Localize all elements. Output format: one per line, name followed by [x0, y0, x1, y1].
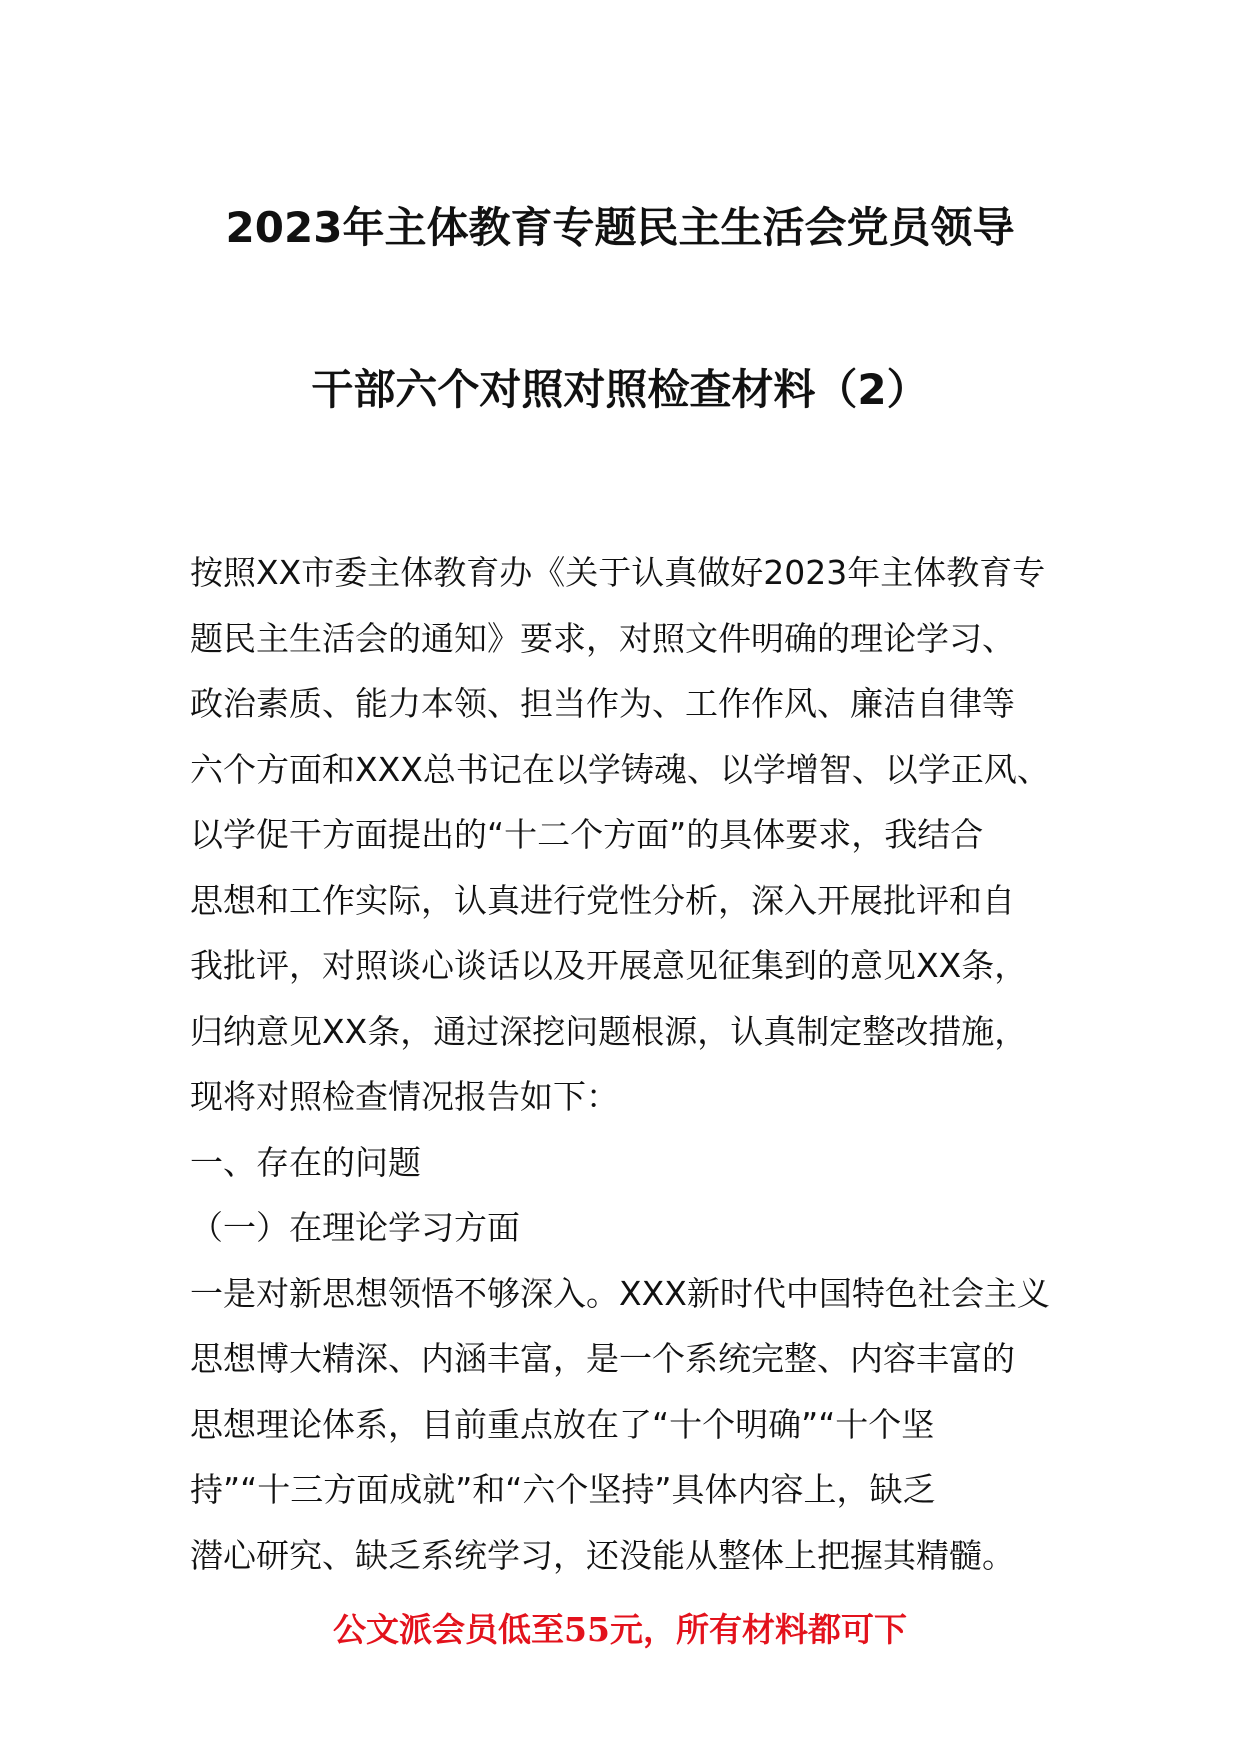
body-line: 题民主生活会的通知》要求，对照文件明确的理论学习、 [190, 618, 1015, 658]
subsection-heading: （一）在理论学习方面 [190, 1208, 520, 1247]
document-title-line-1: 2023年主体教育专题民主生活会党员领导 [225, 203, 1015, 252]
section-heading: 一、存在的问题 [190, 1142, 421, 1182]
body-line: 潜心研究、缺乏系统学习，还没能从整体上把握其精髓。 [190, 1535, 1015, 1575]
body-line: 我批评，对照谈心谈话以及开展意见征集到的意见XX条， [190, 946, 1028, 985]
document-title-line-2: 干部六个对照对照检查材料（2） [311, 365, 929, 414]
body-line: 六个方面和XXX总书记在以学铸魂、以学增智、以学正风、 [190, 749, 1050, 789]
body-line: 思想理论体系，目前重点放在了“十个明确”“十个坚 [190, 1404, 935, 1444]
body-line: 思想和工作实际，认真进行党性分析，深入开展批评和自 [190, 880, 1015, 920]
body-line: 现将对照检查情况报告如下： [190, 1077, 619, 1116]
promo-footer-note: 公文派会员低至55元，所有材料都可下 [333, 1610, 907, 1649]
body-line: 政治素质、能力本领、担当作为、工作作风、廉洁自律等 [190, 684, 1015, 723]
body-line: 持”“十三方面成就”和“六个坚持”具体内容上，缺乏 [190, 1470, 936, 1509]
body-line: 以学促干方面提出的“十二个方面”的具体要求，我结合 [190, 815, 984, 854]
body-line: 一是对新思想领悟不够深入。XXX新时代中国特色社会主义 [190, 1273, 1050, 1313]
document-body [190, 540, 1070, 1588]
body-line: 按照XX市委主体教育办《关于认真做好2023年主体教育专 [190, 553, 1046, 592]
body-line: 归纳意见XX条，通过深挖问题根源，认真制定整改措施， [190, 1011, 1028, 1051]
body-line: 思想博大精深、内涵丰富，是一个系统完整、内容丰富的 [190, 1339, 1015, 1378]
